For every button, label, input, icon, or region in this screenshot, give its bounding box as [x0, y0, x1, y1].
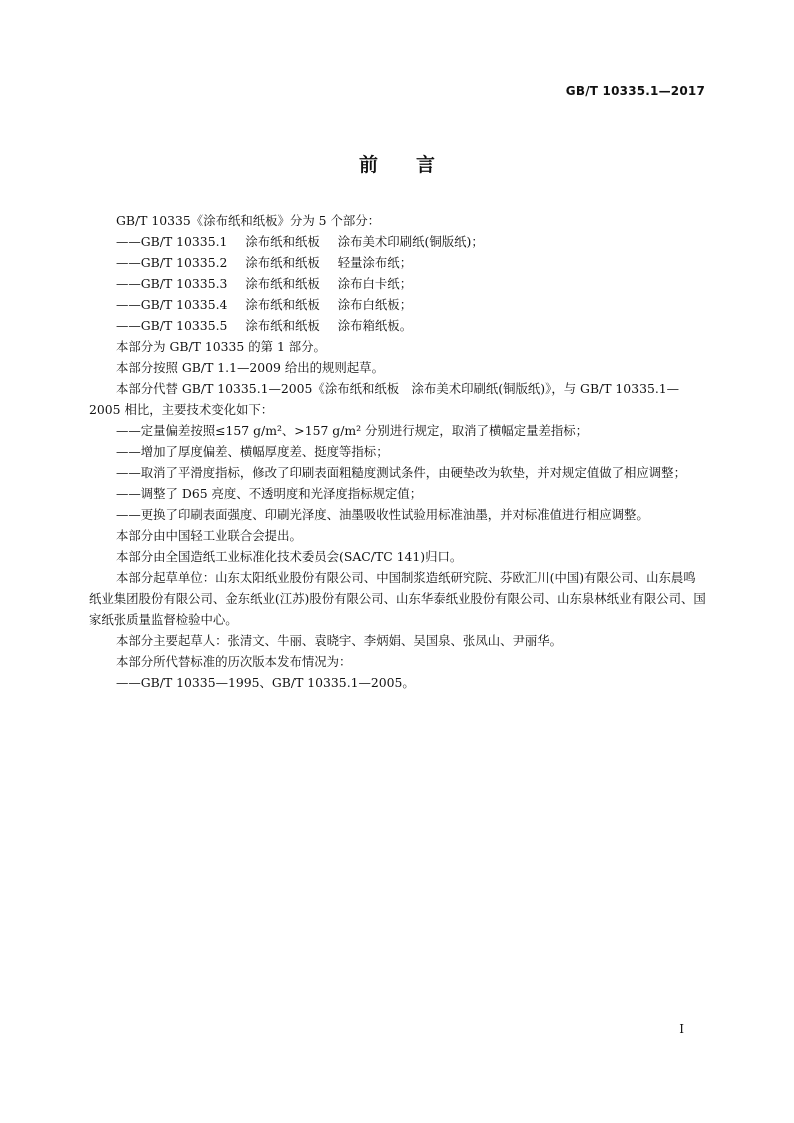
page-number: I — [679, 1022, 684, 1036]
replacement-statement: 本部分代替 GB/T 10335.1—2005《涂布纸和纸板 涂布美术印刷纸(铜版纸)》，与 GB/T 10335.1—2005 相比，主要技术变化如下： — [89, 381, 680, 417]
drafting-rules: 本部分按照 GB/T 1.1—2009 给出的规则起草。 — [116, 360, 384, 375]
part-statement: 本部分为 GB/T 10335 的第 1 部分。 — [116, 339, 326, 354]
document-number: GB/T 10335.1—2017 — [565, 84, 705, 98]
title-char-1: 前 — [358, 154, 378, 176]
change-item: ——定量偏差按照≤157 g/m²、>157 g/m² 分别进行规定，取消了横幅定量差指标； — [116, 423, 589, 438]
part-item: ——GB/T 10335.3 涂布纸和纸板 涂布白卡纸； — [116, 276, 413, 291]
part-item: ——GB/T 10335.4 涂布纸和纸板 涂布白纸板； — [116, 297, 413, 312]
change-item: ——更换了印刷表面强度、印刷光泽度、油墨吸收性试验用标准油墨，并对标准值进行相应调整。 — [116, 507, 649, 522]
change-item: ——取消了平滑度指标，修改了印刷表面粗糙度测试条件，由硬垫改为软垫，并对规定值做了相应调整； — [116, 465, 686, 480]
foreword-body — [89, 210, 706, 693]
main-drafters: 本部分主要起草人：张清文、牛丽、袁晓宇、李炳娟、吴国泉、张凤山、尹丽华。 — [116, 633, 563, 648]
history-item: ——GB/T 10335—1995、GB/T 10335.1—2005。 — [116, 675, 415, 690]
history-intro: 本部分所代替标准的历次版本发布情况为： — [116, 654, 352, 669]
part-item: ——GB/T 10335.1 涂布纸和纸板 涂布美术印刷纸(铜版纸)； — [116, 234, 484, 249]
change-item: ——调整了 D65 亮度、不透明度和光泽度指标规定值； — [116, 486, 423, 501]
title-char-2: 言 — [416, 154, 436, 176]
page-title — [0, 150, 794, 177]
proposed-by: 本部分由中国轻工业联合会提出。 — [116, 528, 302, 543]
change-item: ——增加了厚度偏差、横幅厚度差、挺度等指标； — [116, 444, 389, 459]
centralized-by: 本部分由全国造纸工业标准化技术委员会(SAC/TC 141)归口。 — [116, 549, 463, 564]
intro-paragraph: GB/T 10335《涂布纸和纸板》分为 5 个部分： — [116, 213, 381, 228]
part-item: ——GB/T 10335.2 涂布纸和纸板 轻量涂布纸； — [116, 255, 413, 270]
drafting-units: 本部分起草单位：山东太阳纸业股份有限公司、中国制浆造纸研究院、芬欧汇川(中国)有限公司、山东晨鸣纸业集团股份有限公司、金东纸业(江苏)股份有限公司、山东华泰纸业股份有限公司、山东泉林纸业有限公司、国家纸张质量监督检验中心。 — [89, 570, 706, 627]
part-item: ——GB/T 10335.5 涂布纸和纸板 涂布箱纸板。 — [116, 318, 413, 333]
